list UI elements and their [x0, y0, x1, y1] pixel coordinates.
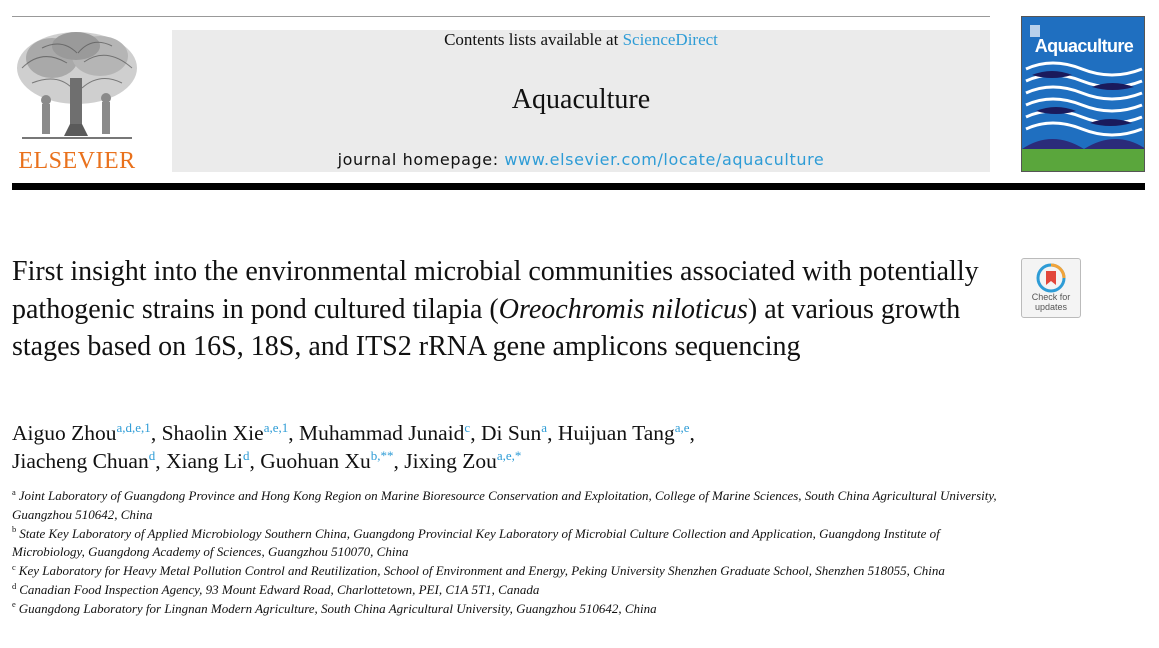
author[interactable]: Di Sun$^a$: [480, 419, 548, 445]
affiliation-label: b: [12, 524, 17, 535]
affiliation-label: c: [12, 561, 16, 572]
author-affiliation-marks[interactable]: a,e,*: [496, 447, 522, 463]
affiliation-label: d: [12, 580, 17, 591]
affiliation-list: [12, 487, 1012, 619]
author[interactable]: Jiacheng Chuan$^d$: [12, 447, 156, 473]
author[interactable]: Guohuan Xu$^{b,**}$: [260, 447, 394, 473]
check-updates-label: Check for updates: [1031, 292, 1071, 312]
contents-line: [172, 30, 990, 50]
author[interactable]: Huijuan Tang$^{a,e}$: [557, 419, 690, 445]
affiliation-text: Canadian Food Inspection Agency, 93 Mount Edward Road, Charlottetown, PEI, C1A 5T1, Canada: [19, 581, 540, 597]
author-affiliation-marks[interactable]: b,**: [370, 447, 394, 463]
affiliation-text: Guangdong Laboratory for Lingnan Modern Agriculture, South China Agricultural University, Guangzhou 510642, China: [18, 600, 657, 616]
sciencedirect-link[interactable]: ScienceDirect: [622, 30, 718, 49]
author-affiliation-marks[interactable]: a,e: [674, 419, 690, 435]
affiliation-item: [12, 487, 1012, 525]
affiliation-label: a: [12, 486, 16, 497]
journal-name: Aquaculture: [511, 84, 651, 115]
title-part-2: ) at various growth stages based on 16S, 18S, and ITS2 rRNA gene amplicons sequencing: [12, 293, 961, 362]
contents-prefix: Contents lists available at: [444, 30, 619, 49]
author[interactable]: Xiang Li$^d$: [165, 447, 250, 473]
author-affiliation-marks[interactable]: a,e,1: [263, 419, 289, 435]
author-affiliation-marks[interactable]: a: [541, 419, 548, 435]
header-top-rule: [12, 16, 990, 17]
author-list: Aiguo Zhou$^{a,d,e,1}$, Shaolin Xie$^{a,e,1}$, Muhammad Junaid$^c$, Di Sun$^a$, Huijuan Tang$^{a,e}$, Jiacheng Chuan$^d$, Xiang Li$^d$, Guohuan Xu$^{b,**}$, Jixing Zou$^{a,e,*}$: [12, 419, 695, 473]
affiliation-text: Key Laboratory for Heavy Metal Pollution Control and Reutilization, School of Environment and Energy, Peking University Shenzhen Graduate School, Shenzhen 518055, China: [18, 563, 945, 579]
title-part-1: First insight into the environmental microbial communities associated with potentially pathogenic strains in pond cultured tilapia (: [12, 256, 979, 325]
affiliation-item: [12, 525, 1012, 563]
header-bottom-rule: [12, 183, 1145, 190]
affiliation-item: [12, 581, 1012, 600]
publisher-wordmark: ELSEVIER: [18, 148, 136, 174]
cover-title: Aquaculture: [1034, 36, 1134, 56]
author-affiliation-marks[interactable]: a,d,e,1: [116, 419, 151, 435]
author[interactable]: Aiguo Zhou$^{a,d,e,1}$: [12, 419, 151, 445]
homepage-line: [172, 150, 990, 170]
title-species: Oreochromis niloticus: [498, 293, 748, 325]
article-title: [12, 253, 1002, 366]
homepage-prefix: journal homepage:: [337, 150, 499, 169]
author-affiliation-marks[interactable]: d: [243, 447, 250, 463]
check-for-updates-badge[interactable]: [1021, 258, 1081, 318]
journal-cover[interactable]: [1021, 16, 1145, 172]
author[interactable]: Shaolin Xie$^{a,e,1}$: [161, 419, 289, 445]
author[interactable]: Muhammad Junaid$^c$: [298, 419, 471, 445]
homepage-link[interactable]: www.elsevier.com/locate/aquaculture: [504, 150, 825, 169]
author-affiliation-marks[interactable]: d: [148, 447, 156, 463]
affiliation-item: [12, 562, 1012, 581]
author[interactable]: Jixing Zou$^{a,e,*}$: [404, 447, 522, 473]
check-updates-icon: [1036, 263, 1066, 293]
affiliation-label: e: [12, 599, 16, 610]
affiliation-text: Joint Laboratory of Guangdong Province and Hong Kong Region on Marine Bioresource Conservation and Exploitation, College of Marine Sciences, South China Agricultural University, Guangzhou 510642, China: [12, 488, 997, 522]
affiliation-text: State Key Laboratory of Applied Microbiology Southern China, Guangdong Provincial Key Laboratory of Microbial Culture Collection and Application, Guangdong Institute of Microbiology, Guangdong Academy of Sciences, Guangzhou 510070, China: [12, 525, 940, 560]
affiliation-item: [12, 600, 1012, 619]
author-affiliation-marks[interactable]: c: [464, 419, 471, 435]
